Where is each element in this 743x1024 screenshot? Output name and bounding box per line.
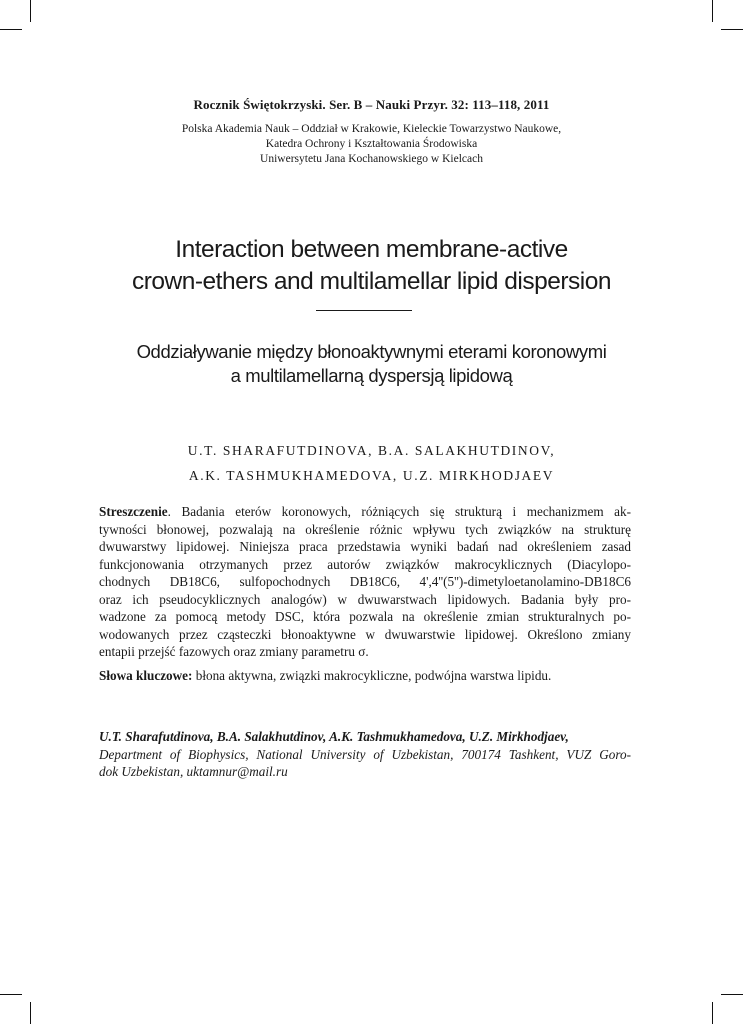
footer-address-line: dok Uzbekistan, uktamnur@mail.ru [99,764,288,779]
author-affiliation-footer [99,728,631,781]
keywords [99,667,631,685]
abstract-line [99,503,631,521]
affiliation-line: Polska Akademia Nauk – Oddział w Krakowie, Kieleckie Towarzystwo Naukowe, [181,123,562,135]
abstract-label-punct: . [167,504,171,519]
title-line: Interaction between membrane-active [175,236,568,263]
abstract-text: Badania eterów koronowych, różniących się strukturą i mechanizmem ak- [170,504,631,519]
footer-authors: U.T. Sharafutdinova, B.A. Salakhutdinov, A.K. Tashmukhamedova, U.Z. Mirkhodjaev, [99,729,569,744]
abstract-line: oraz ich pseudocyklicznych analogów) w dwuwarstwach lipidowych. Badania były pro- [99,591,631,607]
keywords-label: Słowa kluczowe: [99,667,193,683]
abstract-line: chodnych DB18C6, sulfopochodnych DB18C6, 4',4''(5'')-dimetyloetanolamino-DB18C6 [99,574,631,589]
abstract [99,503,631,684]
abstract-label: Streszczenie [99,504,168,519]
abstract-line: tywności błonowej, pozwalają na określenie różnic wpływu tych związków na strukturę [99,521,631,537]
article-title [0,234,743,298]
abstract-body [99,503,631,661]
abstract-line: entapii przejść fazowych oraz zmiany parametru σ. [99,644,369,659]
subtitle-line: a multilamellarną dyspersją lipidową [230,365,513,386]
subtitle-line: Oddziaływanie między błonoaktywnymi eterami koronowymi [136,341,607,362]
keywords-text: błona aktywna, związki makrocykliczne, podwójna warstwa lipidu. [192,667,552,683]
abstract-line: wodowanych przez cząsteczki błonoaktywne w dwuwarstwie lipidowej. Określono zmiany [99,626,631,642]
author-list [0,438,743,488]
abstract-line: wadzone za pomocą metody DSC, która pozwala na określenie zmian strukturalnych po- [99,609,631,624]
author-line: A.K. TASHMUKHAMEDOVA, U.Z. MIRKHODJAEV [188,468,555,483]
abstract-line: funkcjonowania otrzymanych przez autorów związków makrocyklicznych (Diacylopo- [99,556,631,572]
title-divider [316,310,412,311]
abstract-line: dwuwarstwy lipidowej. Niniejsza praca przedstawia wyniki badań nad określeniem zasad [99,539,631,554]
affiliation-line: Uniwersytetu Jana Kochanowskiego w Kielcach [260,153,483,165]
author-line: U.T. SHARAFUTDINOVA, B.A. SALAKHUTDINOV, [187,443,556,458]
journal-affiliation [0,122,743,167]
footer-address-line: Department of Biophysics, National University of Uzbekistan, 700174 Tashkent, VUZ Goro- [99,746,631,762]
affiliation-line: Katedra Ochrony i Kształtowania Środowiska [265,138,478,150]
journal-citation: Rocznik Świętokrzyski. Ser. B – Nauki Przyr. 32: 113–118, 2011 [193,97,550,112]
title-line: crown-ethers and multilamellar lipid dispersion [132,268,611,295]
article-subtitle [0,340,743,388]
